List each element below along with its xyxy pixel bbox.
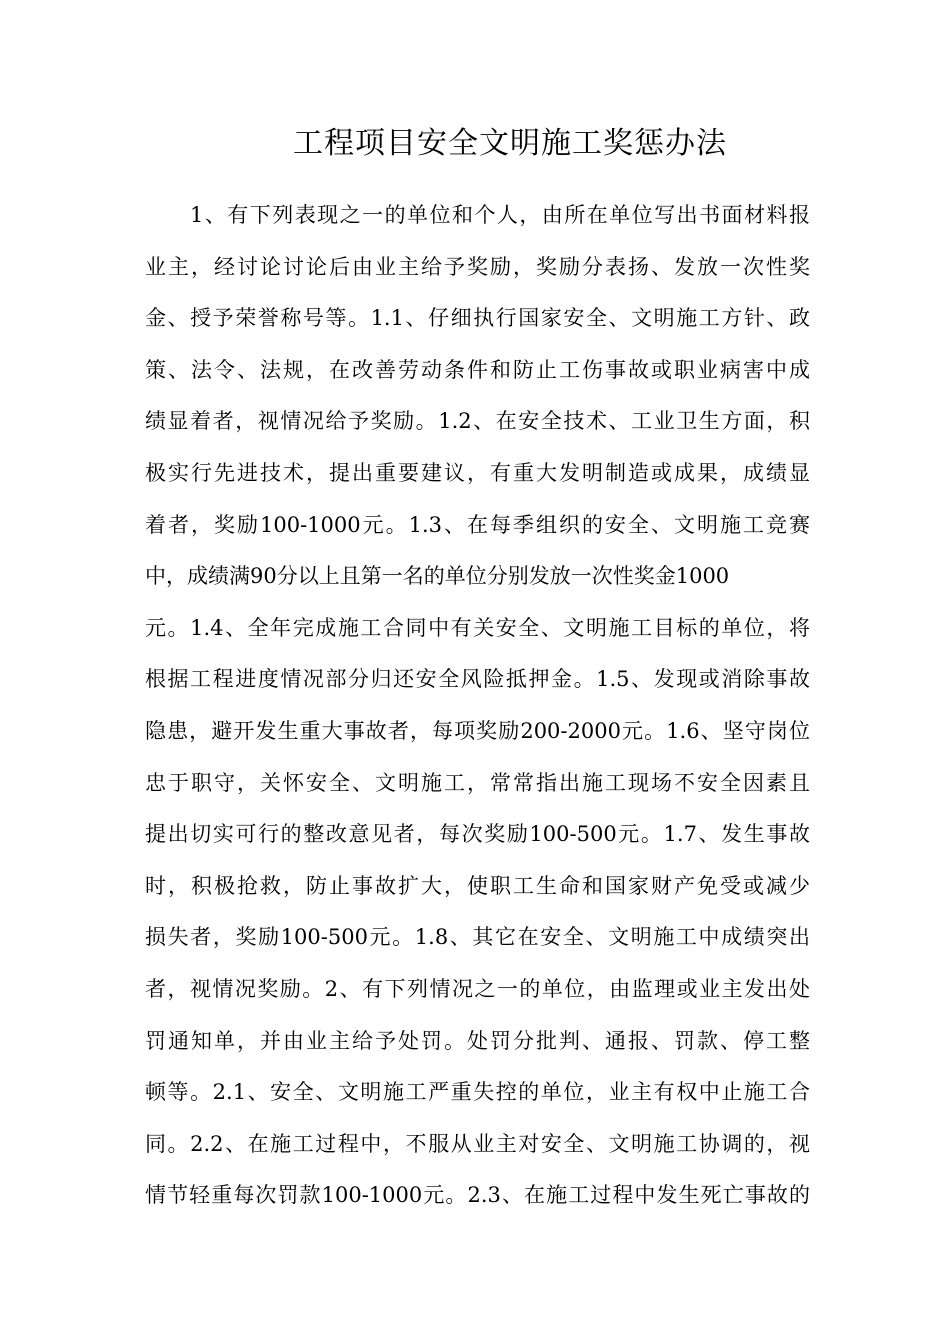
paragraph-line: 顿等。2.1、安全、文明施工严重失控的单位，业主有权中止施工合 [145, 1080, 810, 1105]
paragraph-line: 业主，经讨论讨论后由业主给予奖励，奖励分表扬、发放一次性奖 [145, 254, 810, 279]
paragraph-line: 中，成绩满90分以上且第一名的单位分别发放一次性奖金1000 [145, 564, 730, 589]
paragraph-line: 根据工程进度情况部分归还安全风险抵押金。1.5、发现或消除事故 [145, 667, 810, 692]
paragraph-line: 罚通知单，并由业主给予处罚。处罚分批判、通报、罚款、停工整 [145, 1028, 810, 1053]
paragraph-line: 元。1.4、全年完成施工合同中有关安全、文明施工目标的单位，将 [145, 615, 810, 640]
paragraph-line: 损失者，奖励100-500元。1.8、其它在安全、文明施工中成绩突出 [145, 925, 810, 950]
paragraph-line: 情节轻重每次罚款100-1000元。2.3、在施工过程中发生死亡事故的 [145, 1183, 810, 1208]
paragraph-line: 绩显着者，视情况给予奖励。1.2、在安全技术、工业卫生方面，积 [145, 409, 810, 434]
paragraph-line: 者，视情况奖励。2、有下列情况之一的单位，由监理或业主发出处 [145, 976, 810, 1001]
document-body [145, 195, 810, 1227]
paragraph-line: 提出切实可行的整改意见者，每次奖励100-500元。1.7、发生事故 [145, 822, 810, 847]
paragraph-line: 隐患，避开发生重大事故者，每项奖励200-2000元。1.6、坚守岗位 [145, 718, 810, 743]
paragraph-line: 同。2.2、在施工过程中，不服从业主对安全、文明施工协调的，视 [145, 1131, 810, 1156]
paragraph-line: 忠于职守，关怀安全、文明施工，常常指出施工现场不安全因素且 [145, 770, 810, 795]
paragraph-line: 金、授予荣誉称号等。1.1、仔细执行国家安全、文明施工方针、政 [145, 306, 810, 331]
paragraph-line: 着者，奖励100-1000元。1.3、在每季组织的安全、文明施工竞赛 [145, 512, 810, 537]
paragraph-line: 时，积极抢救，防止事故扩大，使职工生命和国家财产免受或减少 [145, 873, 810, 898]
paragraph-line: 1、有下列表现之一的单位和个人，由所在单位写出书面材料报 [190, 203, 810, 227]
paragraph-line: 策、法令、法规，在改善劳动条件和防止工伤事故或职业病害中成 [145, 357, 810, 382]
paragraph-line: 极实行先进技术，提出重要建议，有重大发明制造或成果，成绩显 [145, 460, 810, 485]
document-title: 工程项目安全文明施工奖惩办法 [293, 126, 727, 161]
